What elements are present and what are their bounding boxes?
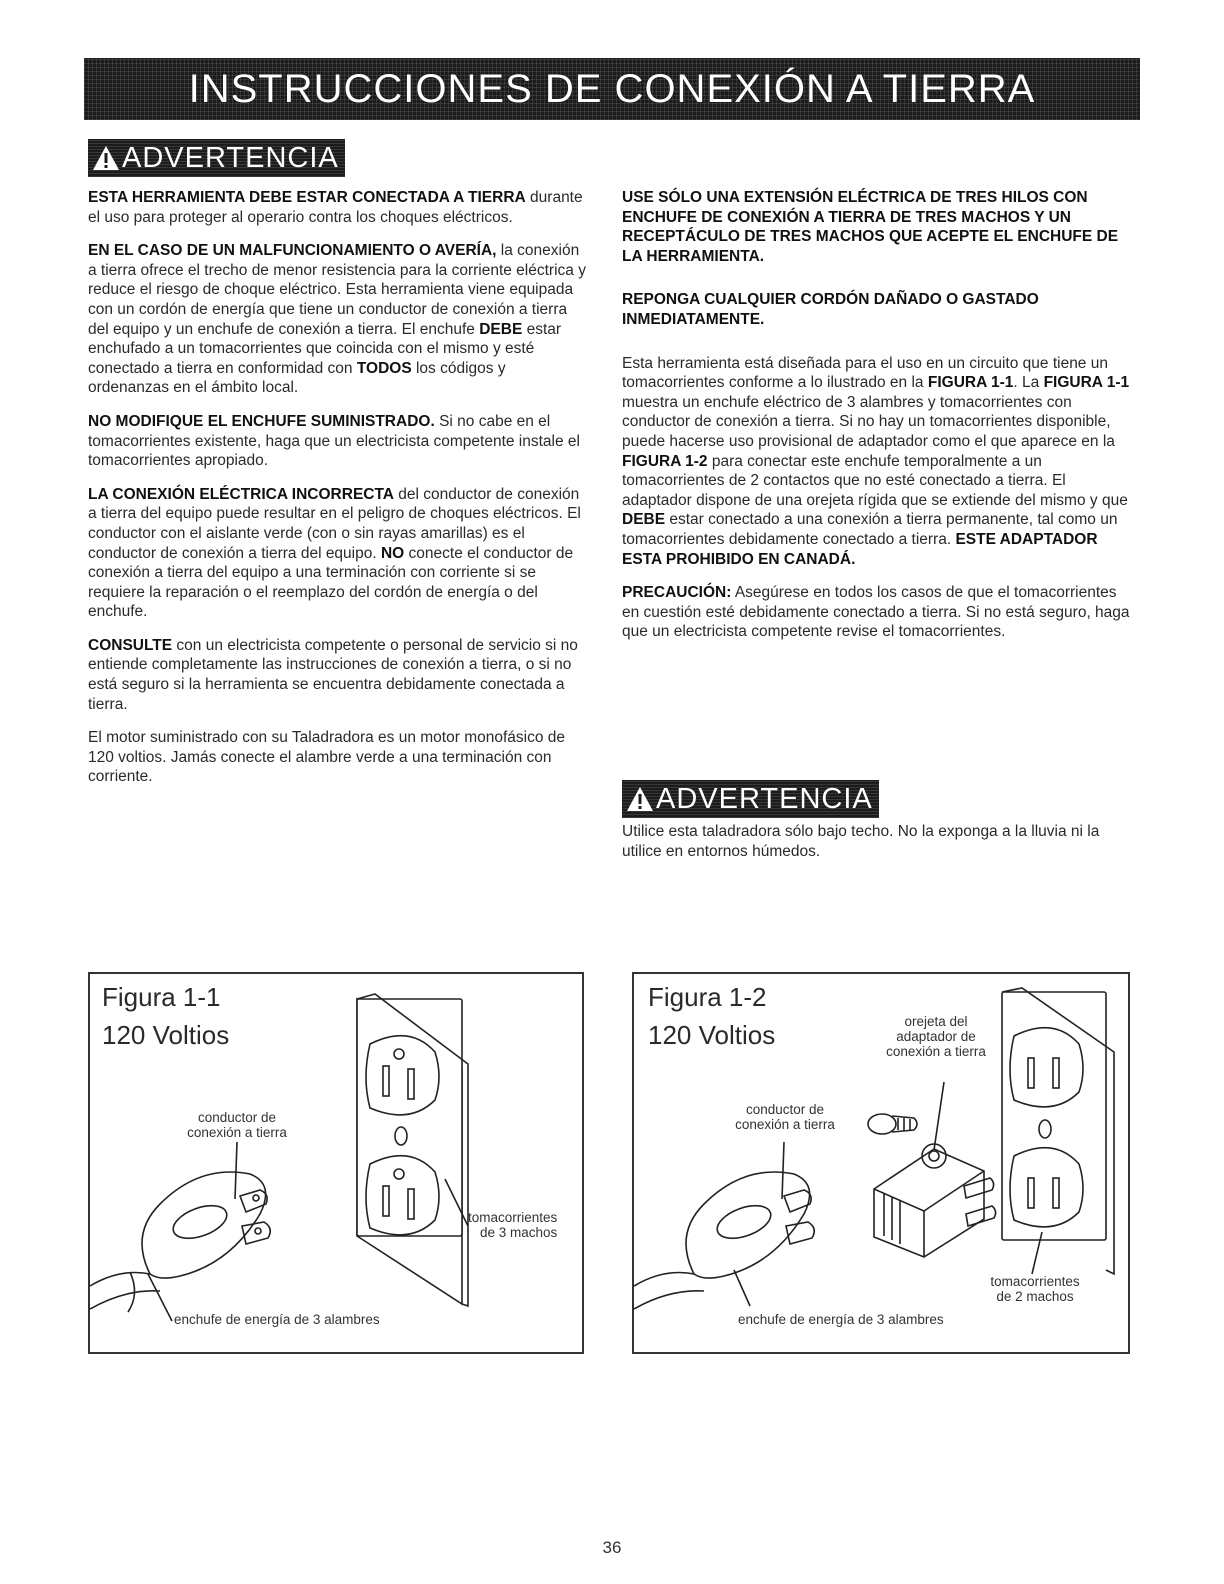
label-line: conductor de	[197, 1110, 277, 1125]
figure-1-2-voltage: 120 Voltios	[648, 1020, 776, 1050]
warning-badge-2	[622, 780, 879, 818]
body-text: los códigos y ordenanzas en el ámbito local.	[88, 359, 506, 397]
label-line: adaptador de	[896, 1029, 976, 1044]
bold-text: CONSULTE	[88, 636, 173, 654]
left-column	[88, 188, 588, 801]
figure-1-2-title: Figura 1-2	[648, 982, 767, 1012]
page-number: 36	[602, 1538, 622, 1557]
paragraph-extension	[622, 188, 1132, 266]
body-text: la conexión a tierra ofrece el trecho de menor resistencia para la corriente eléctrica y reduce el riesgo de choque eléctrico. Esta herramienta viene equipada con un cordón de energía que tiene un conductor de conexión a tierra del equipo y un enchufe de conexión a tierra. El enchufe	[88, 242, 586, 338]
bold-text: DEBE	[622, 511, 666, 529]
body-text: del conductor de conexión a tierra del equipo puede resultar en el peligro de choques eléctricos. El conductor con el aislante verde (con o sin rayas amarillas) es el conductor de conexión a tierra del equipo.	[88, 485, 581, 562]
right-column	[622, 188, 1132, 656]
paragraph-consult	[88, 636, 588, 714]
figure-1-2-plug-label: enchufe de energía de 3 alambres	[738, 1312, 944, 1327]
label-line: de 3 machos	[480, 1225, 558, 1240]
bold-text: USE SÓLO UNA EXTENSIÓN ELÉCTRICA DE TRES HILOS CON ENCHUFE DE CONEXIÓN A TIERRA DE TRES MACHOS Y UN RECEPTÁCULO DE TRES MACHOS QUE ACEPTE EL ENCHUFE DE LA HERRAMIENTA.	[622, 189, 1119, 265]
paragraph-incorrect-connection	[88, 485, 588, 622]
body-text: Esta herramienta está diseñada para el uso en un circuito que tiene un tomacorrientes conforme a lo ilustrado en la	[622, 354, 1108, 392]
figure-1-2	[632, 972, 1130, 1354]
bold-text: NO MODIFIQUE EL ENCHUFE SUMINISTRADO.	[88, 412, 435, 430]
paragraph-replace-cord	[622, 290, 1132, 329]
figure-1-1-voltage: 120 Voltios	[102, 1020, 230, 1050]
body-text: conecte el conductor de conexión a tierra del equipo a una terminación con corriente si se requiere la reparación o el reemplazo del cordón de energía o del enchufe.	[88, 544, 574, 621]
warning-2-text-block	[622, 822, 1132, 875]
figure-1-2-lug-label	[872, 1014, 1000, 1059]
warning-triangle-icon	[92, 145, 120, 171]
warning-label: ADVERTENCIA	[656, 782, 873, 815]
label-line: tomacorrientes	[990, 1274, 1080, 1289]
body-text: estar enchufado a un tomacorrientes que coincida con el mismo y esté conectado a tierra en conformidad con	[88, 320, 562, 377]
paragraph-circuit	[622, 354, 1132, 570]
figure-1-1-title: Figura 1-1	[102, 982, 221, 1012]
bold-text: FIGURA 1-2	[622, 452, 708, 470]
body-text: estar conectado a una conexión a tierra permanente, tal como un tomacorrientes debidamente conectado a tierra.	[622, 511, 1118, 548]
bold-text: NO	[380, 544, 405, 562]
section-title-banner	[84, 58, 1140, 120]
body-text: durante el uso para proteger al operario contra los choques eléctricos.	[88, 189, 583, 226]
label-line: tomacorrientes	[468, 1210, 558, 1225]
bold-text: FIGURA 1-1	[1043, 374, 1130, 392]
paragraph-caution	[622, 583, 1132, 642]
bold-text: ESTE ADAPTADOR ESTA PROHIBIDO EN CANADÁ.	[622, 530, 1098, 568]
label-line: conductor de	[745, 1102, 825, 1117]
paragraph-malfunction	[88, 241, 588, 398]
label-line: de 2 machos	[996, 1289, 1074, 1304]
paragraph-motor	[88, 728, 588, 787]
bold-text: DEBE	[479, 320, 523, 338]
warning-badge	[88, 139, 345, 177]
body-text: muestra un enchufe eléctrico de 3 alambres y tomacorrientes con conductor de conexión a tierra. Si no hay un tomacorrientes disponible, puede hacerse uso provisional de adaptador como el que aparece en la	[622, 393, 1115, 450]
warning-triangle-icon	[626, 786, 654, 812]
bold-text: LA CONEXIÓN ELÉCTRICA INCORRECTA	[88, 485, 394, 503]
label-line: conexión a tierra	[886, 1044, 986, 1059]
section-title: INSTRUCCIONES DE CONEXIÓN A TIERRA	[188, 66, 1036, 111]
bold-text: TODOS	[356, 359, 412, 377]
label-line: conexión a tierra	[735, 1117, 835, 1132]
warning-label: ADVERTENCIA	[122, 141, 339, 174]
body-text: para conectar este enchufe temporalmente a un tomacorrientes de 2 contactos que no esté conectado a tierra. El adaptador dispone de una orejeta rígida que se extiende del mismo y que	[622, 452, 1128, 509]
bold-text: REPONGA CUALQUIER CORDÓN DAÑADO O GASTADO INMEDIATAMENTE.	[622, 291, 1039, 328]
body-text: Asegúrese en todos los casos de que el tomacorrientes en cuestión esté debidamente conectado a tierra. Si no está seguro, haga que un electricista competente revise el tomacorrientes.	[622, 584, 1130, 641]
figure-1-1	[88, 972, 584, 1354]
bold-text: EN EL CASO DE UN MALFUNCIONAMIENTO O AVERÍA,	[88, 242, 497, 260]
body-text: . La	[1013, 374, 1044, 392]
label-line: orejeta del	[904, 1014, 968, 1029]
body-text: El motor suministrado con su Taladradora es un motor monofásico de 120 voltios. Jamás conecte el alambre verde a una terminación con corriente.	[88, 729, 566, 786]
body-text: Utilice esta taladradora sólo bajo techo. No la exponga a la lluvia ni la utilice en entornos húmedos.	[622, 823, 1100, 860]
figure-1-2-outlet-label	[980, 1274, 1090, 1304]
figure-1-1-plug-label: enchufe de energía de 3 alambres	[174, 1312, 380, 1327]
label-line: conexión a tierra	[187, 1125, 287, 1140]
body-text: Si no cabe en el tomacorrientes existente, haga que un electricista competente instale el tomacorrientes apropiado.	[88, 412, 580, 470]
paragraph-grounding	[88, 188, 588, 227]
figure-1-1-conductor-label	[172, 1110, 302, 1140]
paragraph-no-modify	[88, 412, 588, 471]
figure-1-2-conductor-label	[720, 1102, 850, 1132]
paragraph-indoor-use	[622, 822, 1132, 861]
bold-text: PRECAUCIÓN:	[622, 584, 732, 602]
bold-text: FIGURA 1-1	[927, 374, 1014, 392]
body-text: con un electricista competente o personal de servicio si no entiende completamente las instrucciones de conexión a tierra, o si no está seguro si la herramienta se encuentra debidamente conectada a tierra.	[88, 636, 578, 713]
figure-1-1-outlet-label	[468, 1210, 578, 1240]
bold-text: ESTA HERRAMIENTA DEBE ESTAR CONECTADA A TIERRA	[88, 189, 526, 206]
